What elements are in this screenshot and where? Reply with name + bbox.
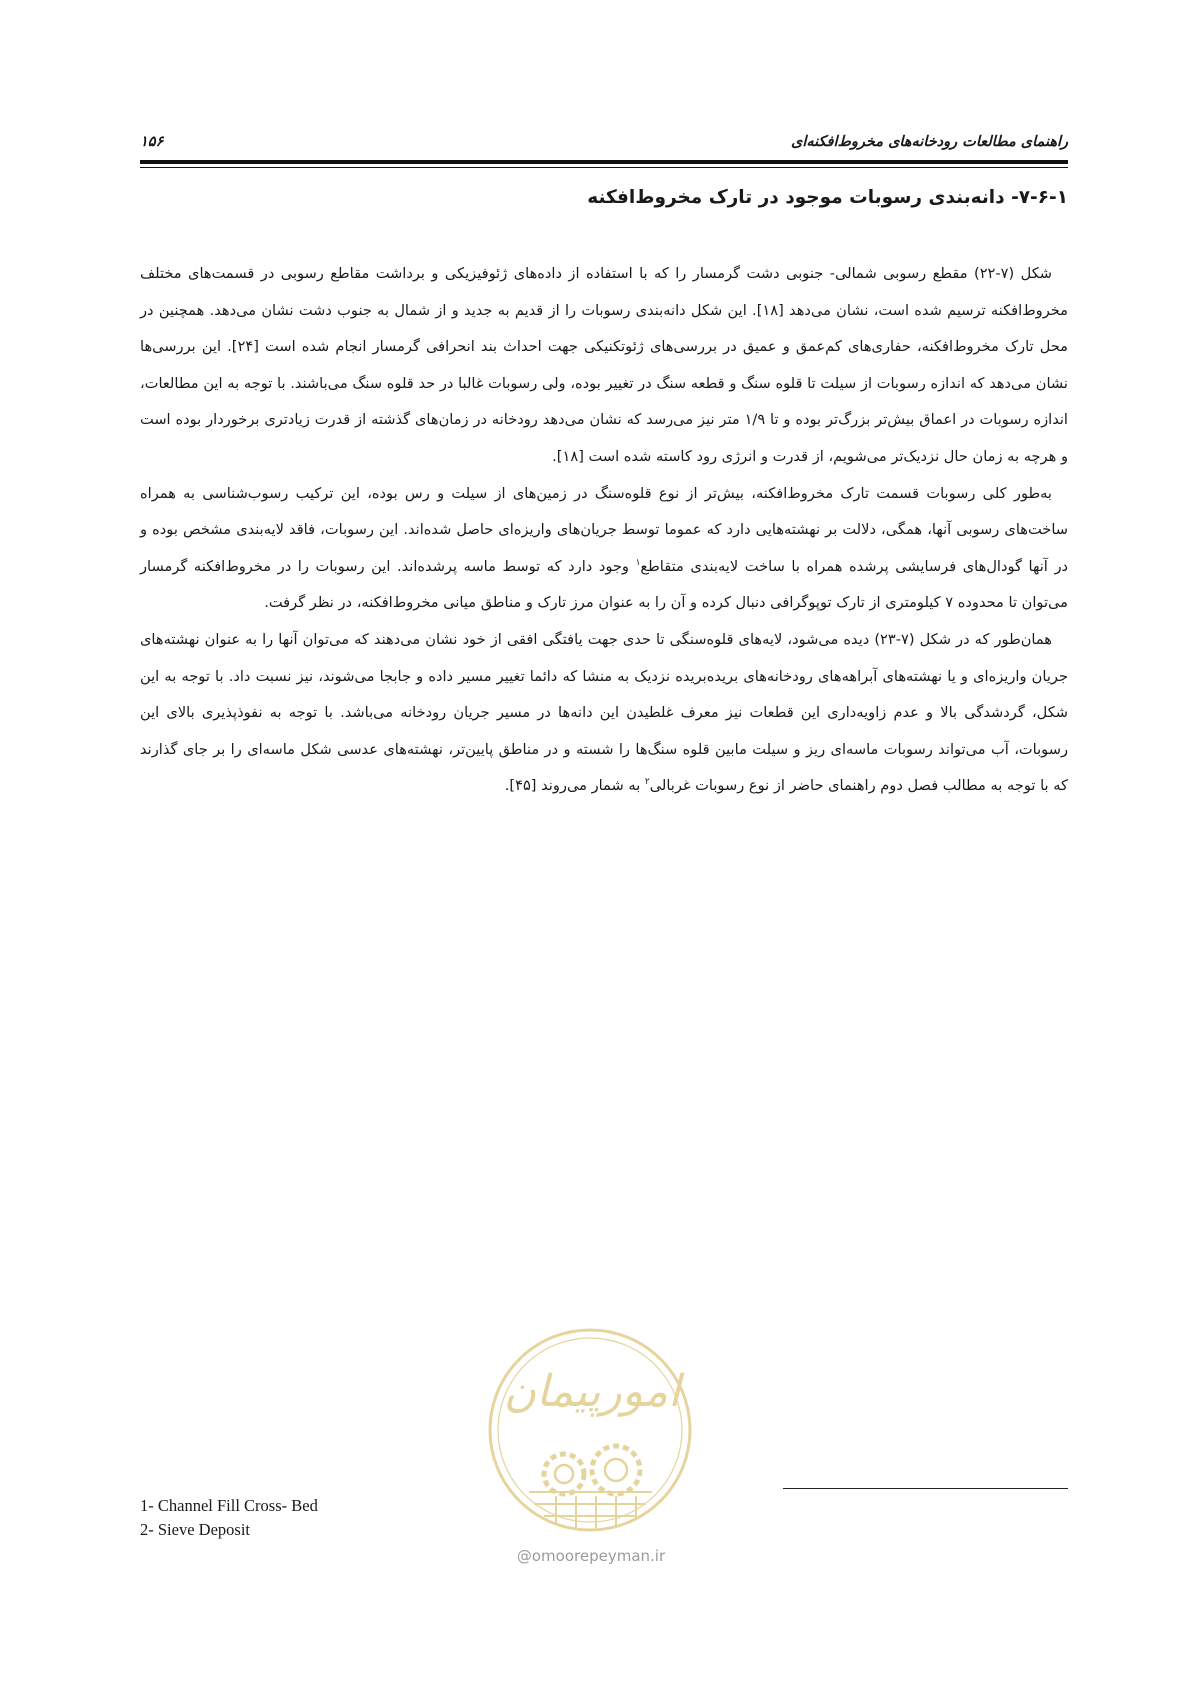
- section-title: ۷-۶-۱- دانه‌بندی رسوبات موجود در تارک مخروط‌افکنه: [587, 187, 1068, 208]
- footnote-ref-1: ۱: [635, 557, 641, 568]
- gear-right-icon: [592, 1446, 640, 1494]
- header-rule-thin: [140, 167, 1068, 168]
- paragraph-2: [140, 476, 1068, 622]
- paragraph-3-text-b: به شمار می‌روند [۴۵].: [504, 777, 645, 795]
- header-rule-thick: [140, 160, 1068, 164]
- gear-left-hub: [555, 1465, 573, 1483]
- footnote-separator: [783, 1488, 1068, 1489]
- running-header: [140, 128, 1068, 150]
- paragraph-1: شکل (۷-۲۲) مقطع رسوبی شمالی- جنوبی دشت گرمسار را که با استفاده از داده‌های ژئوفیزیکی و برداشت مقاطع رسوبی در قسمت‌های مختلف مخروط‌افکنه ترسیم شده است، نشان می‌دهد [۱۸]. این شکل دانه‌بندی رسوبات را از قدیم به جدید و از شمال به جنوب دشت نشان می‌دهد. همچنین در محل تارک مخروط‌افکنه، حفاری‌های کم‌عمق و عمیق در بررسی‌های ژئوتکنیکی جهت احداث بند انحرافی گرمسار انجام شده است [۲۴]. این بررسی‌ها نشان می‌دهد که اندازه رسوبات از سیلت تا قلوه سنگ و قطعه سنگ در تغییر بوده، ولی رسوبات غالبا در حد قلوه سنگ می‌باشند. با توجه به این مطالعات، اندازه رسوبات در اعماق بیش‌تر بزرگ‌تر بوده و تا ۱/۹ متر نیز می‌رسد که نشان می‌دهد رودخانه در زمان‌های گذشته از قدرت زیادتری برخوردار بوده است و هرچه به زمان حال نزدیک‌تر می‌شویم، از قدرت و انرژی رود کاسته شده است [۱۸].: [140, 265, 1068, 465]
- page-number: ۱۵۶: [140, 134, 164, 150]
- watermark-logo: [484, 1324, 696, 1536]
- paragraph-2-text-b: وجود دارد که توسط ماسه پرشده‌اند. این رسوبات را در مخروط‌افکنه گرمسار می‌توان تا محدوده ۷ کیلومتری از تارک توپوگرافی دنبال کرده و آن را به عنوان مرز تارک و مناطق میانی مخروط‌افکنه، در نظر گرفت.: [140, 557, 1068, 612]
- paragraph-3-text-a: همان‌طور که در شکل (۷-۲۳) دیده می‌شود، لایه‌های قلوه‌سنگی تا حدی جهت یافتگی افقی از خود نشان می‌دهند که می‌توان آنها را به عنوان نهشته‌های جریان واریزه‌ای و یا نهشته‌های آبراهه‌های رودخانه‌های بریده‌بریده نزدیک به منشا که دائما تغییر مسیر داده و جابجا می‌شوند، نیز نسبت داد. با توجه به این شکل، گردشدگی بالا و عدم زاویه‌داری این قطعات نیز معرف غلطیدن این دانه‌ها در مسیر جریان رودخانه می‌باشد. با توجه به نفوذپذیری بالای این رسوبات، آب می‌تواند رسوبات ماسه‌ای ریز و سیلت مابین قلوه سنگ‌ها را شسته و در مناطق پایین‌تر، نهشته‌های عدسی شکل ماسه‌ای را بر جای گذارند که با توجه به مطالب فصل دوم راهنمای حاضر از نوع رسوبات غربالی: [140, 630, 1068, 795]
- grid-pattern: [529, 1492, 652, 1528]
- gear-left-icon: [544, 1454, 584, 1494]
- running-title: راهنمای مطالعات رودخانه‌های مخروط‌افکنه‌ای: [790, 134, 1068, 150]
- watermark-logo-text: امورپیمان: [503, 1366, 681, 1417]
- footnote-ref-2: ۲: [644, 777, 650, 788]
- paragraph-2-text-a: به‌طور کلی رسوبات قسمت تارک مخروط‌افکنه، بیش‌تر از نوع قلوه‌سنگ در زمین‌های از سیلت و رس بوده، این ترکیب رسوب‌شناسی به همراه ساخت‌های رسوبی آنها، همگی، دلالت بر نهشته‌هایی دارد که عموما توسط جریان‌های واریزه‌ای حاصل شده‌اند. این رسوبات، فاقد لایه‌بندی مشخص بوده و در آنها گودال‌های فرسایشی پرشده همراه با ساخت لایه‌بندی متقاطع: [140, 484, 1068, 575]
- watermark-caption: @omoorepeyman.ir: [516, 1547, 666, 1565]
- footnotes: [140, 1494, 480, 1542]
- footnote-1: 1- Channel Fill Cross- Bed: [140, 1496, 318, 1515]
- paragraph-3: [140, 622, 1068, 805]
- body-text: [140, 256, 1068, 805]
- gear-right-hub: [605, 1459, 627, 1481]
- footnote-2: 2- Sieve Deposit: [140, 1520, 250, 1539]
- seal-outer-ring: [490, 1330, 690, 1530]
